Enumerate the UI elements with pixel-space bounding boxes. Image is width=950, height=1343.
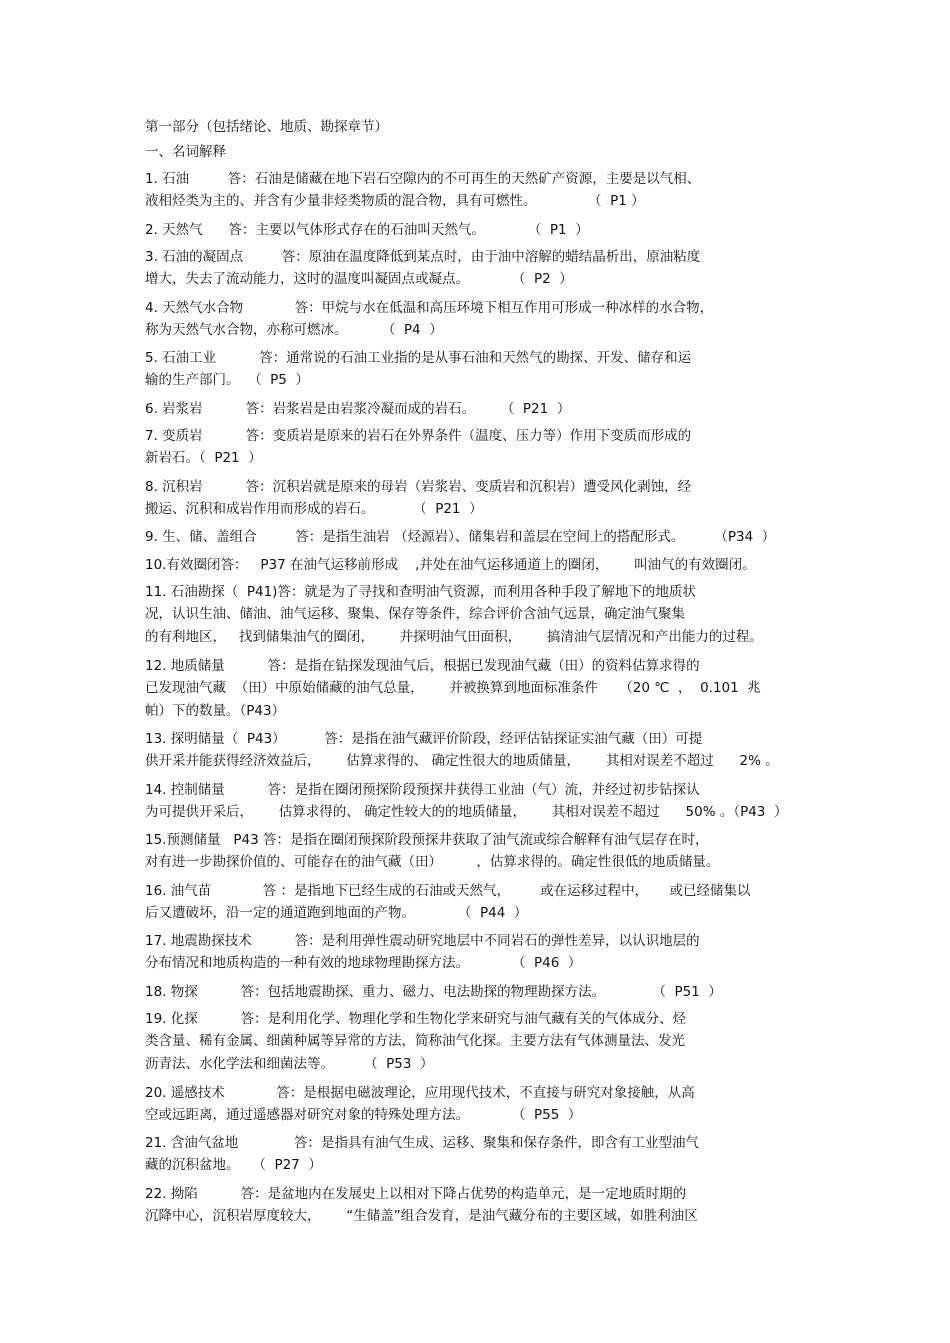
- term-line: 13. 探明储量（ P43） 答：是指在油气藏评价阶段，经评估钻探证实油气藏（田）可提: [145, 731, 703, 747]
- section-title: 一、名词解释: [145, 144, 226, 160]
- term-entry: [145, 582, 810, 649]
- term-line: 17. 地震勘探技术 答：是利用弹性震动研究地层中不同岩石的弹性差异，以认识地层的: [145, 933, 700, 949]
- term-line: 4. 天然气水合物 答：甲烷与水在低温和高压环境下相互作用可形成一种冰样的水合物，: [145, 299, 714, 316]
- term-line: 21. 含油气盆地 答：是指具有油气生成、运移、聚集和保存条件，即含有工业型油气: [145, 1135, 700, 1151]
- term-line: 供开采并能获得经济效益后， 估算求得的、 确定性很大的地质储量， 其相对误差不超过 2% 。: [145, 753, 779, 769]
- term-line: 对有进一步勘探价值的、可能存在的油气藏（田） ，估算求得的。确定性很低的地质储量。: [145, 854, 720, 870]
- term-entry: [145, 780, 810, 824]
- term-entry: [145, 399, 810, 420]
- document-body: [145, 119, 810, 1234]
- term-entry: [145, 247, 810, 291]
- term-line: 藏的沉积盆地。 （ P27 ）: [145, 1157, 322, 1173]
- term-entry: [145, 348, 810, 392]
- term-entry: [145, 830, 810, 874]
- term-entry: [145, 1009, 810, 1076]
- term-entry: [145, 555, 810, 576]
- term-line: 9. 生、储、盖组合 答：是指生油岩 （烃源岩）、储集岩和盖层在空间上的搭配形式。 （P34 ）: [145, 529, 776, 545]
- term-line: 帕）下的数量。（P43）: [145, 702, 286, 719]
- term-entry: [145, 1133, 810, 1177]
- term-line: 16. 油气苗 答 ：是指地下已经生成的石油或天然气， 或在运移过程中， 或已经储集以: [145, 882, 751, 899]
- term-line: 6. 岩浆岩 答：岩浆岩是由岩浆冷凝而成的岩石。 （ P21 ）: [145, 400, 571, 417]
- term-line: 18. 物探 答：包括地震勘探、重力、磁力、电法勘探的物理勘探方法。 （ P51 ）: [145, 983, 722, 1000]
- term-line: 空或远距离，通过遥感器对研究对象的特殊处理方法。 （ P55 ）: [145, 1106, 582, 1123]
- term-line: 液相烃类为主的、并含有少量非烃类物质的混合物，具有可燃性。 （ P1 ）: [145, 193, 645, 209]
- term-line: 1. 石油 答：石油是储藏在地下岩石空隙内的不可再生的天然矿产资源，主要是以气相、: [145, 171, 701, 187]
- term-entry: [145, 477, 810, 521]
- term-line: 10.有效圈闭答： P37 在油气运移前形成 ,并处在油气运移通道上的圈闭， 叫油气的有效圈闭。: [145, 556, 756, 573]
- term-line: 8. 沉积岩 答：沉积岩就是原来的母岩（岩浆岩、变质岩和沉积岩）遭受风化剥蚀，经: [145, 478, 692, 495]
- term-line: 的有利地区， 找到储集油气的圈闭， 并探明油气田面积， 搞清油气层情况和产出能力的过程。: [145, 629, 763, 645]
- term-line: 称为天然气水合物，亦称可燃冰。 （ P4 ）: [145, 321, 443, 338]
- term-line: 5. 石油工业 答：通常说的石油工业指的是从事石油和天然气的勘探、开发、储存和运: [145, 350, 692, 366]
- term-line: 况，认识生油、储油、油气运移、聚集、保存等条件，综合评价含油气远景，确定油气聚集: [145, 606, 685, 622]
- term-entry: [145, 527, 810, 548]
- term-entry: [145, 931, 810, 975]
- term-entry: [145, 656, 810, 723]
- term-line: 15.预测储量 P43 答：是指在圈闭预探阶段预探井获取了油气流或综合解释有油气层存在时，: [145, 832, 709, 848]
- part-title: 第一部分（包括绪论、地质、勘探章节）: [145, 119, 388, 135]
- term-entry: [145, 1184, 810, 1228]
- term-line: 后又遭破坏，沿一定的通道跑到地面的产物。 （ P44 ）: [145, 904, 528, 921]
- term-entry: [145, 881, 810, 925]
- term-line: 为可提供开采后， 估算求得的、 确定性较大的的地质储量， 其相对误差不超过 50% 。（P43 ）: [145, 803, 788, 820]
- term-line: 22. 拗陷 答：是盆地内在发展史上以相对下降占优势的构造单元，是一定地质时期的: [145, 1185, 687, 1202]
- term-line: 分布情况和地质构造的一种有效的地球物理勘探方法。 （ P46 ）: [145, 955, 582, 971]
- term-line: 20. 遥感技术 答：是根据电磁波理论，应用现代技术，不直接与研究对象接触，从高: [145, 1084, 695, 1101]
- term-line: 输的生产部门。 （ P5 ）: [145, 372, 309, 388]
- term-line: 19. 化探 答：是利用化学、物理化学和生物化学来研究与油气藏有关的气体成分、烃: [145, 1011, 687, 1027]
- term-line: 搬运、沉积和成岩作用而形成的岩石。 （ P21 ）: [145, 500, 483, 517]
- term-line: 类含量、稀有金属、细菌种属等异常的方法，简称油气化探。主要方法有气体测量法、发光: [145, 1033, 685, 1049]
- term-line: 沉降中心，沉积岩厚度较大， “生储盖”组合发育，是油气藏分布的主要区域，如胜利油区: [145, 1207, 698, 1224]
- term-entry: [145, 729, 810, 773]
- term-entry: [145, 220, 810, 241]
- term-line: 增大，失去了流动能力，这时的温度叫凝固点或凝点。 （ P2 ）: [145, 271, 573, 287]
- term-line: 新岩石。（ P21 ）: [145, 450, 262, 466]
- term-line: 2. 天然气 答：主要以气体形式存在的石油叫天然气。 （ P1 ）: [145, 221, 589, 238]
- term-line: 14. 控制储量 答：是指在圈闭预探阶段预探井获得工业油（气）流，并经过初步钻探认: [145, 781, 700, 798]
- term-entry: [145, 982, 810, 1003]
- term-line: 沥青法、水化学法和细菌法等。 （ P53 ）: [145, 1056, 434, 1072]
- term-line: 3. 石油的凝固点 答：原油在温度降低到某点时，由于油中溶解的蜡结晶析出，原油粘度: [145, 249, 701, 265]
- term-line: 11. 石油勘探（ P41)答：就是为了寻找和查明油气资源，而利用各种手段了解地下的地质状: [145, 584, 696, 600]
- term-entry: [145, 298, 810, 342]
- term-entry: [145, 169, 810, 213]
- term-entry: [145, 1083, 810, 1127]
- term-line: 已发现油气藏 （田）中原始储藏的油气总量， 并被换算到地面标准条件 （20 ℃ ， 0.101 兆: [145, 679, 761, 696]
- term-entry: [145, 426, 810, 470]
- term-line: 12. 地质储量 答：是指在钻探发现油气后，根据已发现油气藏（田）的资料估算求得的: [145, 657, 700, 674]
- term-line: 7. 变质岩 答：变质岩是原来的岩石在外界条件（温度、压力等）作用下变质而形成的: [145, 428, 692, 444]
- term-list: [145, 169, 810, 1228]
